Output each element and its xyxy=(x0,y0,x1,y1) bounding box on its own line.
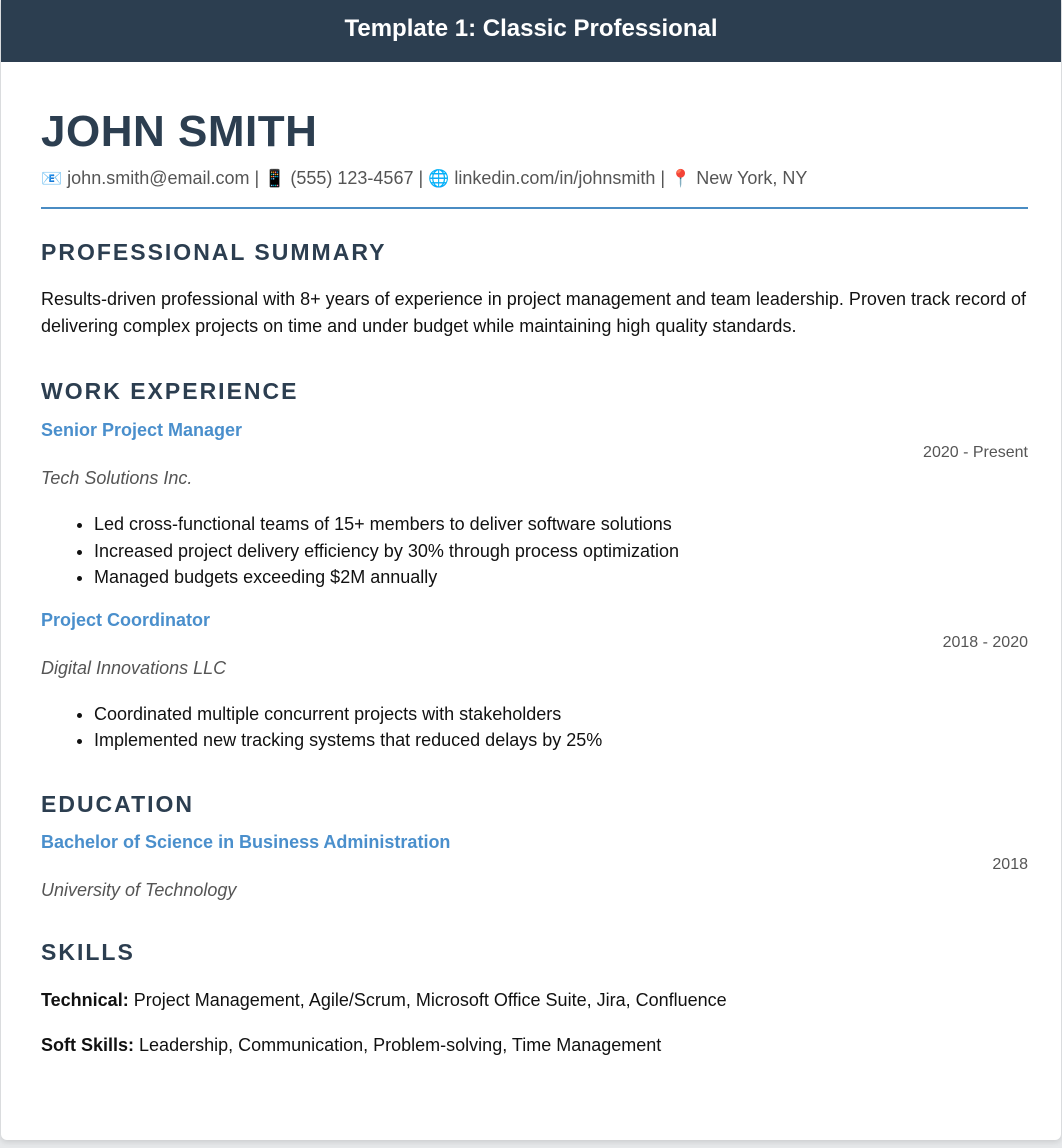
job-bullet: • Coordinated multiple concurrent projects with stakeholders xyxy=(94,701,1028,728)
globe-icon: 🌐 xyxy=(428,169,450,188)
phone-icon: 📱 xyxy=(264,169,286,188)
job-bullet: • Led cross-functional teams of 15+ members to deliver software solutions xyxy=(94,511,1028,538)
section-title-experience: WORK EXPERIENCE xyxy=(41,378,299,404)
template-banner: Template 1: Classic Professional xyxy=(1,0,1061,62)
section-title-education: EDUCATION xyxy=(41,790,195,817)
resume-content xyxy=(1,107,1061,1056)
candidate-name: JOHN SMITH xyxy=(41,107,318,156)
skills-soft xyxy=(41,1034,1028,1056)
contact-phone: (555) 123-4567 xyxy=(290,168,414,188)
graduation-year: 2018 xyxy=(992,855,1028,873)
contact-email: john.smith@email.com xyxy=(67,168,250,188)
job-entry xyxy=(41,609,1028,754)
job-bullets xyxy=(41,701,1028,754)
contact-linkedin: linkedin.com/in/johnsmith xyxy=(454,168,656,188)
job-bullet: • Increased project delivery efficiency by 30% through process optimization xyxy=(94,538,1028,565)
section-title-skills: SKILLS xyxy=(41,938,135,965)
job-bullets xyxy=(41,511,1028,591)
contact-separator: | xyxy=(660,168,666,188)
contact-separator: | xyxy=(418,168,424,188)
contact-line xyxy=(41,166,1028,209)
section-title-summary: PROFESSIONAL SUMMARY xyxy=(41,239,387,265)
job-dates: 2018 - 2020 xyxy=(942,633,1028,651)
skills-technical xyxy=(41,989,1028,1011)
skill-label: Soft Skills: xyxy=(41,1034,135,1055)
summary-text: Results-driven professional with 8+ years of experience in project management and team leadership. Proven track record of delivering complex projects on time and under budget while maintaining high quality standards. xyxy=(41,289,1027,336)
job-bullet: • Managed budgets exceeding $2M annually xyxy=(94,564,1028,591)
email-icon: 📧 xyxy=(41,169,63,188)
skill-label: Technical: xyxy=(41,989,129,1010)
job-entry xyxy=(41,419,1028,591)
contact-location: New York, NY xyxy=(696,168,808,188)
location-pin-icon: 📍 xyxy=(670,169,692,188)
degree-title: Bachelor of Science in Business Administration xyxy=(41,831,451,852)
skill-value: Project Management, Agile/Scrum, Microsoft Office Suite, Jira, Confluence xyxy=(133,989,727,1010)
resume-card xyxy=(1,0,1061,1140)
job-company: Digital Innovations LLC xyxy=(41,657,227,678)
job-company: Tech Solutions Inc. xyxy=(41,468,193,488)
skill-value: Leadership, Communication, Problem-solving, Time Management xyxy=(139,1034,662,1055)
school-name: University of Technology xyxy=(41,879,237,900)
job-title: Senior Project Manager xyxy=(41,420,243,440)
contact-separator: | xyxy=(254,168,260,188)
education-entry xyxy=(41,831,1028,901)
job-dates: 2020 - Present xyxy=(923,444,1028,461)
job-title: Project Coordinator xyxy=(41,609,211,630)
job-bullet: • Implemented new tracking systems that reduced delays by 25% xyxy=(94,727,1028,754)
